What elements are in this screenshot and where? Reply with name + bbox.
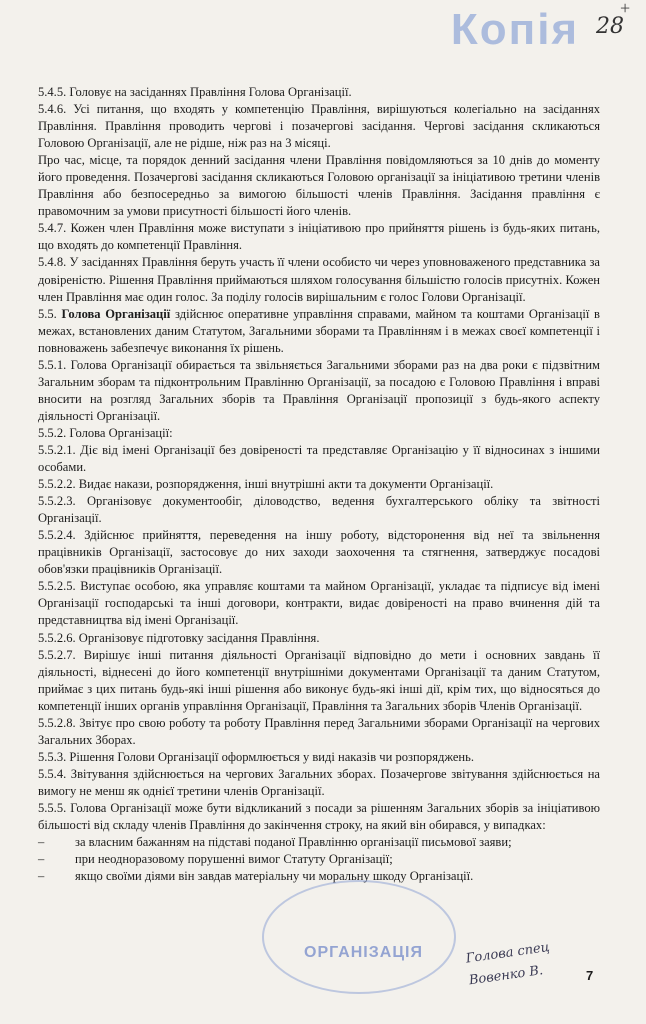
list-item [38,851,600,868]
list-item [38,834,600,851]
list-bullet: – [38,852,45,867]
recall-cases-list [38,834,600,885]
paragraph: 5.5.3. Рішення Голови Організації оформлюється у виді наказів чи розпоряджень. [38,749,475,764]
list-bullet: – [38,835,45,850]
paragraph-5-5 [38,306,600,357]
handwritten-page-number: 28 [596,14,624,39]
paragraph: 5.4.5. Головує на засіданнях Правління Голова Організації. [38,85,352,99]
handwritten-signature [465,928,622,1008]
paragraph: 5.5.2.6. Організовує підготовку засідання Правління. [38,630,320,645]
paragraph: 5.5.2.4. Здійснює прийняття, переведення на іншу роботу, відсторонення від неї та звільнення працівників Організації, застосовує до них заходи заохочення та стягнення, затверджує посадові обов'язки працівників Організації. [38,528,600,577]
paragraph: 5.5.2. Голова Організації: [38,425,173,440]
section-number: 5.5. [38,306,57,321]
paragraph: 5.4.8. У засіданнях Правління беруть участь її члени особисто чи через уповноваженого представника за довіреністю. Рішення Правління приймаються шляхом голосування більшістю голосів присутніх. Кожен член Правління має один голос. За поділу голосів вирішальним є голос Голови Організації. [38,255,600,304]
signature-line-2: Вовенко В. [468,963,545,989]
paragraph: 5.5.2.3. Організовує документообіг, діловодство, ведення бухгалтерського обліку та звітності Організації. [38,494,600,526]
seal-text: ОРГАНІЗАЦІЯ [304,944,423,961]
paragraph: 5.5.2.1. Діє від імені Організації без довіреності та представляє Організацію у її відносинах з іншими особами. [38,442,600,475]
list-item [38,868,600,885]
organization-seal [262,880,456,994]
list-item-text: за власним бажанням на підставі поданої Правлінню організації письмової заяви; [75,835,512,850]
copy-stamp: Копія [450,5,580,54]
list-bullet: – [38,869,45,884]
paragraph: 5.4.7. Кожен член Правління може виступати з ініціативою про прийняття рішень із будь-яких питань, що входять до компетенції Правління. [38,221,600,253]
list-item-text: при неодноразовому порушенні вимог Статуту Організації; [75,852,393,867]
paragraph: 5.5.4. Звітування здійснюється на чергових Загальних зборах. Позачергове звітування здійснюється на вимогу не менш як однієї третини членів Організації. [38,766,600,798]
paragraph: 5.5.5. Голова Організації може бути відкликаний з посади за рішенням Загальних зборів за ініціативою більшості від складу членів Правління до закінчення строку, на який він обирався, у випадках: [38,800,600,833]
page-number: 7 [586,968,594,983]
paragraph: 5.5.2.2. Видає накази, розпорядження, інші внутрішні акти та документи Організації. [38,477,494,492]
section-bold-term: Голова Організації [61,306,171,321]
paragraph: 5.5.1. Голова Організації обирається та звільняється Загальними зборами раз на два роки є підзвітним Загальним зборам та підконтрольним Правлінню Організації, за посадою є Головою Правління і вправі вносити на розгляд Загальних зборів та Правління Організації пропозиції з будь-якого аспекту діяльності Організації. [38,357,600,423]
paragraph: 5.4.6. Усі питання, що входять у компетенцію Правління, вирішуються колегіально на засіданнях Правління. Правління проводить чергові і позачергові засідання. Чергові засідання скликаються Головою Організації, але не рідше, ніж раз на 3 місяці. [38,102,600,151]
section-text: здійснює оперативне управління справами, майном та коштами Організації в межах, встановлених даним Статутом, Загальними зборами та Правлінням і в межах своєї компетенції і повноважень забезпечує виконання їх рішень. [38,306,600,355]
paragraph: 5.5.2.7. Вирішує інші питання діяльності Організації відповідно до мети і основних завдань її діяльності, віднесені до його компетенції внутрішніми документами Організації та даним Статутом, приймає з цих питань будь-які інші рішення або виконує будь-які інші дії, крім тих, що відносяться до компетенції інших органів управління Організації, Правління та Загальних зборів Членів Організації. [38,647,600,713]
paragraph: Про час, місце, та порядок денний засідання члени Правління повідомляються за 10 днів до моменту його проведення. Позачергові засідання скликаються Головою організації за ініціативою третини членів Правління або безпосередньо за вимогою більшості членів Правління. Засідання правління є правомочним за умови присутності більшості його членів. [38,153,600,219]
paragraph: 5.5.2.5. Виступає особою, яка управляє коштами та майном Організації, укладає та підписує від імені Організації господарські та інші договори, контракти, видає довіреності на право вчинення дій та представництва від імені Організації. [38,579,600,628]
signature-line-1: Голова спец [464,939,551,967]
document-body [38,84,600,885]
list-item-text: якщо своїми діями він завдав матеріальну чи моральну шкоду Організації. [75,869,474,884]
paragraph: 5.5.2.8. Звітує про свою роботу та роботу Правління перед Загальними зборами Організації на чергових Загальних Зборах. [38,715,600,747]
corner-mark: + [620,0,631,18]
